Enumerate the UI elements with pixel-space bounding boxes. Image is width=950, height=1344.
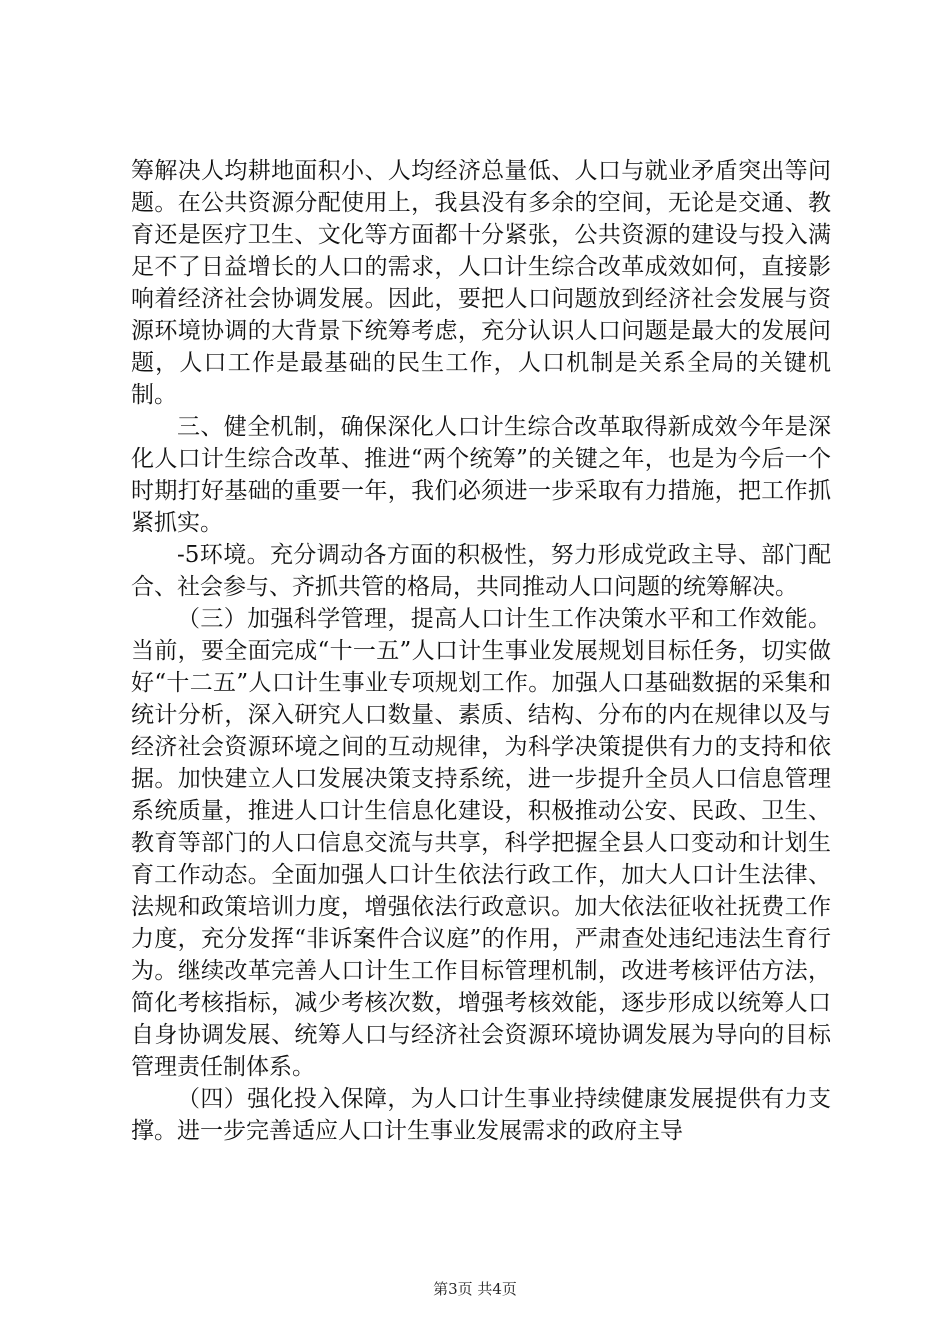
paragraph-3: -5环境。充分调动各方面的积极性，努力形成党政主导、部门配合、社会参与、齐抓共管的格局，共同推动人口问题的统筹解决。 [131, 542, 831, 600]
paragraph-5: （四）强化投入保障，为人口计生事业持续健康发展提供有力支撑。进一步完善适应人口计生事业发展需求的政府主导 [131, 1086, 831, 1144]
paragraph-2: 三、健全机制，确保深化人口计生综合改革取得新成效今年是深化人口计生综合改革、推进“两个统筹”的关键之年，也是为今后一个时期打好基础的重要一年，我们必须进一步采取有力措施，把工作抓紧抓实。 [131, 414, 831, 536]
paragraph-4: （三）加强科学管理，提高人口计生工作决策水平和工作效能。当前，要全面完成“十一五”人口计生事业发展规划目标任务，切实做好“十二五”人口计生事业专项规划工作。加强人口基础数据的采集和统计分析，深入研究人口数量、素质、结构、分布的内在规律以及与经济社会资源环境之间的互动规律，为科学决策提供有力的支持和依据。加快建立人口发展决策支持系统，进一步提升全员人口信息管理系统质量，推进人口计生信息化建设，积极推动公安、民政、卫生、教育等部门的人口信息交流与共享，科学把握全县人口变动和计划生育工作动态。全面加强人口计生依法行政工作，加大人口计生法律、法规和政策培训力度，增强依法行政意识。加大依法征收社抚费工作力度，充分发挥“非诉案件合议庭”的作用，严肃查处违纪违法生育行为。继续改革完善人口计生工作目标管理机制，改进考核评估方法，简化考核指标，减少考核次数，增强考核效能，逐步形成以统筹人口自身协调发展、统筹人口与经济社会资源环境协调发展为导向的目标管理责任制体系。 [131, 606, 831, 1080]
paragraph-1: 筹解决人均耕地面积小、人均经济总量低、人口与就业矛盾突出等问题。在公共资源分配使用上，我县没有多余的空间，无论是交通、教育还是医疗卫生、文化等方面都十分紧张，公共资源的建设与投入满足不了日益增长的人口的需求，人口计生综合改革成效如何，直接影响着经济社会协调发展。因此，要把人口问题放到经济社会发展与资源环境协调的大背景下统筹考虑，充分认识人口问题是最大的发展问题，人口工作是最基础的民生工作，人口机制是关系全局的关键机制。 [131, 158, 831, 408]
page-footer: 第3页 共4页 [433, 1280, 517, 1298]
document-body [131, 155, 831, 1147]
